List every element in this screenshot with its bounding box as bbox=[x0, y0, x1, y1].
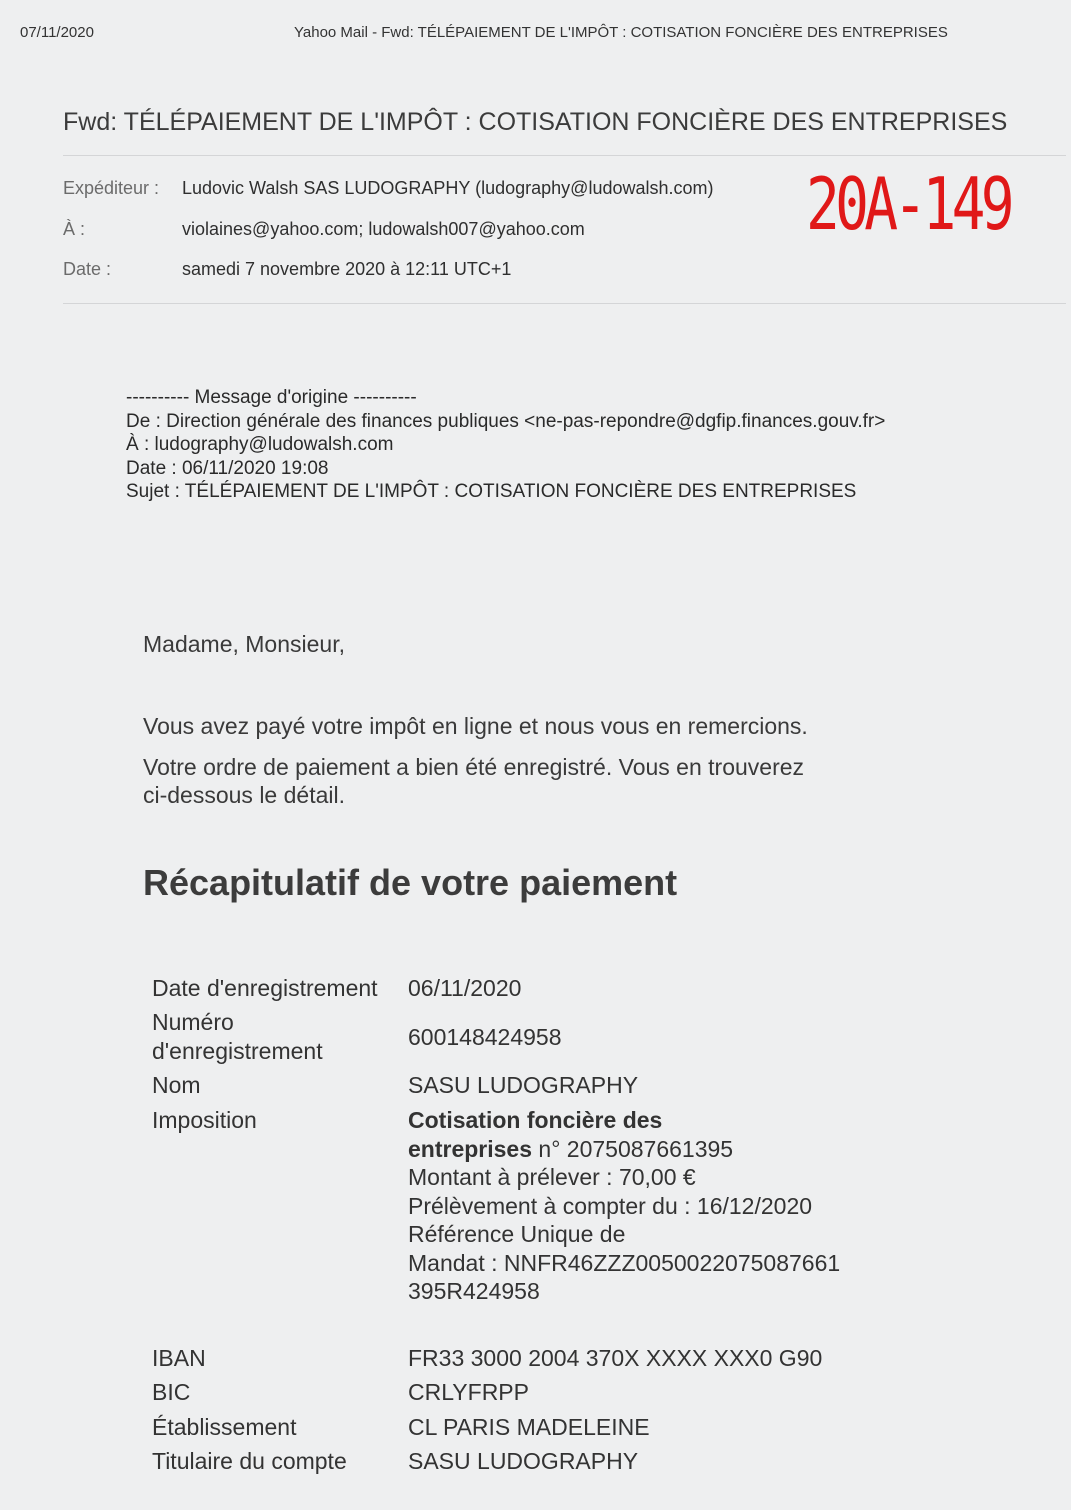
bic-label: BIC bbox=[152, 1379, 191, 1405]
print-page-title: Yahoo Mail - Fwd: TÉLÉPAIEMENT DE L'IMPÔT : COTISATION FONCIÈRE DES ENTREPRISES bbox=[294, 24, 948, 41]
debit-start: Prélèvement à compter du : 16/12/2020 bbox=[408, 1192, 813, 1219]
original-message-header bbox=[126, 386, 885, 504]
confirmation-line: Votre ordre de paiement a bien été enregistré. Vous en trouverez bbox=[143, 754, 805, 780]
original-subject: Sujet : TÉLÉPAIEMENT DE L'IMPÔT : COTISATION FONCIÈRE DES ENTREPRISES bbox=[126, 481, 857, 502]
original-date: Date : 06/11/2020 19:08 bbox=[126, 457, 329, 479]
confirmation-paragraph bbox=[143, 753, 804, 809]
original-message-separator: ---------- Message d'origine ---------- bbox=[126, 387, 417, 408]
iban-label: IBAN bbox=[152, 1345, 206, 1371]
account-holder-value: SASU LUDOGRAPHY bbox=[408, 1448, 639, 1474]
print-header bbox=[0, 24, 1071, 46]
tax-type: entreprises bbox=[408, 1135, 533, 1162]
thanks-paragraph: Vous avez payé votre impôt en ligne et nous vous en remercions. bbox=[143, 713, 808, 739]
mandate-reference: 395R424958 bbox=[408, 1278, 540, 1304]
original-to: À : ludography@ludowalsh.com bbox=[126, 434, 394, 455]
registration-number-label bbox=[152, 1008, 323, 1065]
registration-date-label: Date d'enregistrement bbox=[152, 975, 378, 1001]
greeting: Madame, Monsieur, bbox=[143, 631, 345, 657]
registration-number-value: 600148424958 bbox=[408, 1024, 562, 1050]
bank-label: Établissement bbox=[152, 1414, 297, 1440]
reference-stamp: 20A-149 bbox=[806, 162, 1010, 246]
sender-label: Expéditeur : bbox=[63, 178, 160, 198]
tax-type: Cotisation foncière des bbox=[408, 1107, 663, 1133]
recipient-value[interactable]: violaines@yahoo.com; ludowalsh007@yahoo.com bbox=[182, 219, 585, 239]
registration-date-value: 06/11/2020 bbox=[408, 975, 522, 1001]
sender-value[interactable]: Ludovic Walsh SAS LUDOGRAPHY (ludography@ludowalsh.com) bbox=[182, 178, 714, 198]
label-line: Numéro bbox=[152, 1009, 234, 1035]
recipient-label: À : bbox=[63, 219, 86, 239]
tax-number: n° 2075087661395 bbox=[532, 1135, 734, 1162]
email-subject: Fwd: TÉLÉPAIEMENT DE L'IMPÔT : COTISATION FONCIÈRE DES ENTREPRISES bbox=[63, 108, 1008, 136]
divider bbox=[63, 155, 1066, 156]
date-label: Date : bbox=[63, 259, 112, 279]
name-label: Nom bbox=[152, 1072, 201, 1098]
amount: Montant à prélever : 70,00 € bbox=[408, 1164, 696, 1190]
divider bbox=[63, 303, 1066, 304]
label-line: d'enregistrement bbox=[152, 1037, 323, 1064]
summary-title: Récapitulatif de votre paiement bbox=[143, 862, 678, 903]
print-date: 07/11/2020 bbox=[20, 24, 94, 41]
original-from: De : Direction générale des finances publiques <ne-pas-repondre@dgfip.finances.gouv.fr> bbox=[126, 410, 886, 432]
confirmation-line: ci-dessous le détail. bbox=[143, 782, 345, 808]
mandate-reference: Référence Unique de bbox=[408, 1221, 626, 1247]
date-value: samedi 7 novembre 2020 à 12:11 UTC+1 bbox=[182, 259, 512, 279]
mandate-reference: Mandat : NNFR46ZZZ005002207508766​1 bbox=[408, 1249, 841, 1276]
bic-value: CRLYFRPP bbox=[408, 1379, 529, 1405]
imposition-value bbox=[408, 1106, 840, 1306]
name-value: SASU LUDOGRAPHY bbox=[408, 1072, 639, 1098]
account-holder-label: Titulaire du compte bbox=[152, 1448, 347, 1474]
bank-value: CL PARIS MADELEINE bbox=[408, 1414, 650, 1440]
imposition-label: Imposition bbox=[152, 1107, 257, 1133]
iban-value: FR33 3000 2004 370X XXXX XXX0 G90 bbox=[408, 1345, 823, 1371]
